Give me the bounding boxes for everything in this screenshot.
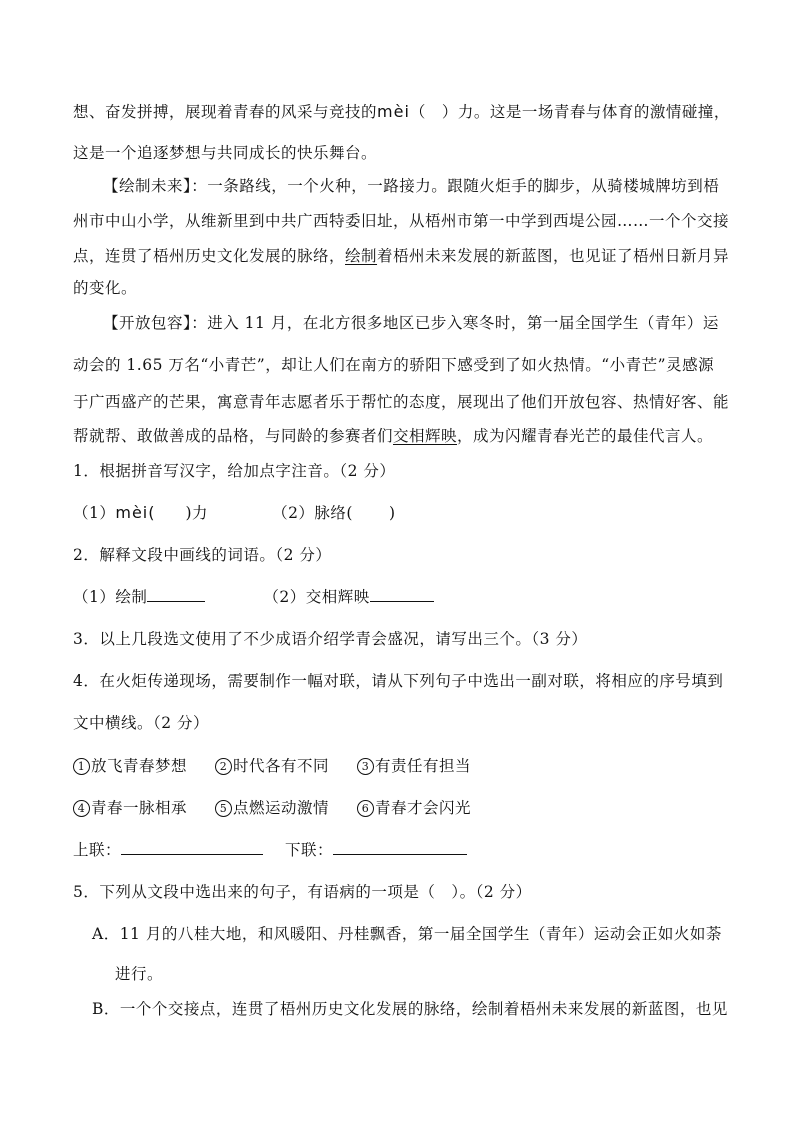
- q5-option-a-line-1: A．11 月的八桂大地，和风暖阳、丹桂飘香，第一届全国学生（青年）运动会正如火如荼: [92, 925, 722, 943]
- question-4-line-1: 4．在火炬传递现场，需要制作一幅对联，请从下列句子中选出一副对联，将相应的序号填到: [73, 672, 724, 690]
- question-3-title: 3．以上几段选文使用了不少成语介绍学青会盛况，请写出三个。（3 分）: [73, 630, 588, 648]
- q5-option-a-line-2: 进行。: [115, 965, 164, 983]
- option-number-circle: 4: [73, 800, 90, 817]
- text-span: 帮就帮、敢做善成的品格，与同龄的参赛者们: [73, 427, 394, 445]
- option-number-circle: 6: [357, 800, 374, 817]
- paragraph-2-line-2: 州市中山小学，从维新里到中共广西特委旧址，从梧州市第一中学到西堤公园……一个个交接: [73, 212, 730, 230]
- option-number-circle: 1: [73, 758, 90, 775]
- paragraph-1-line-1: [73, 100, 730, 122]
- option-text: 青春一脉相承: [91, 799, 188, 817]
- text-span: 点，连贯了梧州历史文化发展的脉络，: [73, 247, 346, 265]
- paragraph-1-line-2: 这是一个追逐梦想与共同成长的快乐舞台。: [73, 144, 378, 162]
- paragraph-3-line-4: [73, 424, 713, 446]
- paragraph-3-line-1: 【开放包容】：进入 11 月，在北方很多地区已步入寒冬时，第一届全国学生（青年）运: [103, 314, 719, 332]
- option-text: 有责任有担当: [375, 757, 472, 775]
- answer-blank[interactable]: [370, 587, 434, 602]
- text-span: ，成为闪耀青春光芒的最佳代言人。: [457, 427, 714, 445]
- answer-blank[interactable]: [147, 587, 205, 602]
- option-text: 放飞青春梦想: [91, 757, 188, 775]
- paragraph-3-line-2: 动会的 1.65 万名“小青芒”，却让人们在南方的骄阳下感受到了如火热情。“小青芒”灵感源: [73, 356, 715, 374]
- paragraph-2-line-3: [73, 244, 729, 266]
- option-text: 时代各有不同: [233, 757, 330, 775]
- upper-couplet-label: 上联：: [73, 841, 122, 859]
- text-span: 着梧州未来发展的新蓝图，也见证了梧州日新月异: [377, 247, 730, 265]
- question-2-title: 2．解释文段中画线的词语。（2 分）: [73, 546, 332, 564]
- question-4-line-2: 文中横线。（2 分）: [73, 714, 210, 732]
- option-number-circle: 2: [215, 758, 232, 775]
- q4-options-row-2: [73, 796, 471, 818]
- option-number-circle: 3: [357, 758, 374, 775]
- question-1-title: 1．根据拼音写汉字，给加点字注音。（2 分）: [73, 462, 396, 480]
- q1-part-1-suffix: )力: [185, 504, 209, 522]
- underlined-word-jiaoxianghuiying: 交相辉映: [393, 427, 458, 445]
- lower-couplet-label: 下联：: [285, 841, 334, 859]
- pinyin-mei: mèi: [377, 102, 410, 121]
- question-1-answers: [73, 501, 396, 523]
- q1-part-2-label: （2）脉络(: [272, 504, 353, 522]
- question-2-answers: [73, 585, 434, 607]
- q5-option-b-line-1: B．一个个交接点，连贯了梧州历史文化发展的脉络，绘制着梧州未来发展的新蓝图，也见: [92, 1000, 728, 1018]
- q1-pinyin: mèi(: [115, 503, 156, 522]
- q2-part-1-label: （1）绘制: [73, 588, 148, 606]
- paragraph-2-line-1: 【绘制未来】：一条路线，一个火种，一路接力。跟随火炬手的脚步，从骑楼城牌坊到梧: [103, 177, 720, 195]
- text-span: （ ）力。这是一场青春与体育的激情碰撞，: [409, 103, 730, 121]
- q1-part-1-label: （1）: [73, 504, 116, 522]
- q4-couplet-answers: [73, 838, 467, 860]
- option-text: 青春才会闪光: [375, 799, 472, 817]
- option-text: 点燃运动激情: [233, 799, 330, 817]
- q4-options-row-1: [73, 754, 471, 776]
- q1-part-2-suffix: ): [388, 504, 396, 522]
- text-span: 想、奋发拼搏，展现着青春的风采与竞技的: [73, 103, 378, 121]
- q2-part-2-label: （2）交相辉映: [263, 588, 370, 606]
- upper-couplet-blank[interactable]: [121, 840, 263, 855]
- question-5-title: 5．下列从文段中选出来的句子，有语病的一项是（ ）。（2 分）: [73, 883, 532, 901]
- lower-couplet-blank[interactable]: [333, 840, 467, 855]
- paragraph-2-line-4: 的变化。: [73, 279, 138, 297]
- paragraph-3-line-3: 于广西盛产的芒果，寓意青年志愿者乐于帮忙的态度，展现出了他们开放包容、热情好客、能: [73, 393, 730, 411]
- option-number-circle: 5: [215, 800, 232, 817]
- underlined-word-huizhi: 绘制: [345, 247, 378, 265]
